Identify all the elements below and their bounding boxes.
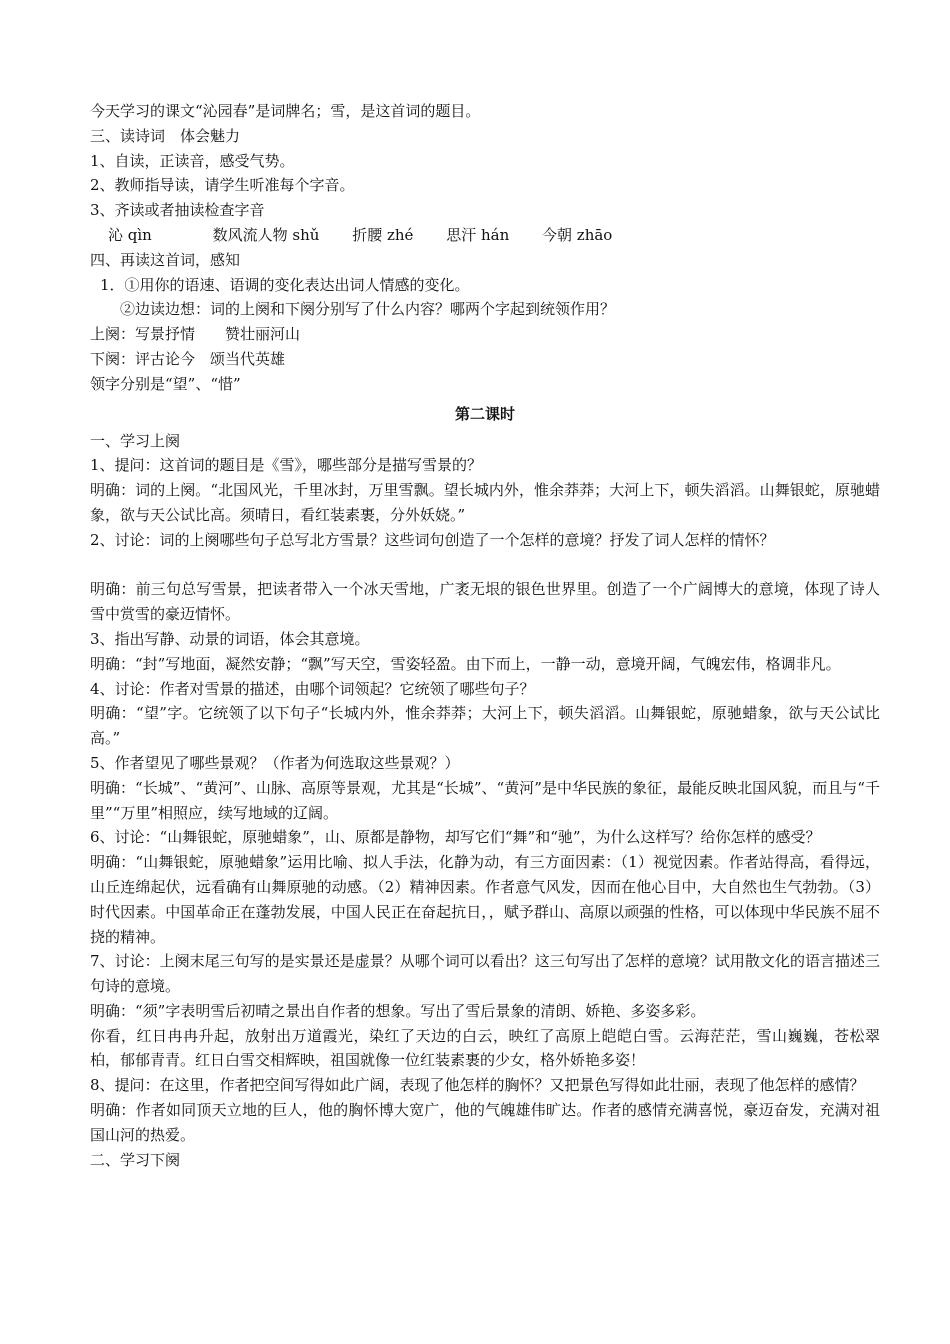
section-heading: 三、读诗词 体会魅力: [90, 126, 241, 145]
blank-line: [90, 553, 880, 578]
document-page: [90, 99, 880, 1172]
answer-paragraph: 明确：“望”字。它统领了以下句子“长城内外，惟余莽莽；大河上下，顿失滔滔。山舞银蛇，原驰蜡象，欲与天公试比高。”: [90, 704, 880, 748]
pinyin-item: 今朝 zhāo: [542, 225, 613, 244]
lesson-title: 第二课时: [454, 404, 515, 423]
section-heading: 二、学习下阕: [90, 1150, 181, 1169]
text-line: 3、齐读或者抽读检查字音: [90, 201, 265, 220]
question-line: 4、讨论：作者对雪景的描述，由哪个词领起？它统领了哪些句子？: [90, 679, 535, 698]
text-line: 上阕：写景抒情 赞壮丽河山: [90, 325, 301, 344]
pinyin-item: 沁 qìn: [108, 225, 152, 244]
text-line: 2、教师指导读，请学生听准每个字音。: [90, 176, 355, 195]
pinyin-item: 思汗 hán: [446, 225, 510, 244]
text-line: 领字分别是“望”、“惜”: [90, 374, 241, 393]
section-heading: 四、再读这首词，感知: [90, 250, 241, 269]
answer-paragraph: 明确：“封”写地面，凝然安静；“飘”写天空，雪姿轻盈。由下而上，一静一动，意境开阔，气魄宏伟，格调非凡。: [90, 654, 841, 673]
text-line: 1．①用你的语速、语调的变化表达出词人情感的变化。: [100, 275, 470, 294]
answer-paragraph: 明确：“长城”、“黄河”、山脉、高原等景观，尤其是“长城”、“黄河”是中华民族的象征，最能反映北国风貌，而且与“千里”“万里”相照应，续写地域的辽阔。: [90, 778, 880, 822]
section-heading: 一、学习上阕: [90, 431, 181, 450]
answer-paragraph: 明确：作者如同顶天立地的巨人，他的胸怀博大宽广，他的气魄雄伟旷达。作者的感情充满喜悦，豪迈奋发，充满对祖国山河的热爱。: [90, 1101, 880, 1144]
pinyin-item: 数风流人物 shǔ: [212, 225, 320, 244]
text-line: 下阕：评古论今 颂当代英雄: [90, 349, 286, 368]
question-line: 1、提问：这首词的题目是《雪》，哪些部分是描写雪景的？: [90, 456, 483, 475]
answer-paragraph: 明确：前三句总写雪景，把读者带入一个冰天雪地，广袤无垠的银色世界里。创造了一个广阔博大的意境，体现了诗人雪中赏雪的豪迈情怀。: [90, 580, 880, 624]
question-line: 7、讨论：上阕末尾三句写的是实景还是虚景？从哪个词可以看出？这三句写出了怎样的意境？试用散文化的语言描述三句诗的意境。: [90, 952, 880, 996]
description-paragraph: 你看，红日冉冉升起，放射出万道霞光，染红了天边的白云，映红了高原上皑皑白雪。云海茫茫，雪山巍巍，苍松翠柏，郁郁青青。红日白雪交相辉映，祖国就像一位红装素裹的少女，格外娇艳多姿！: [90, 1026, 880, 1070]
text-line: ②边读边想：词的上阕和下阕分别写了什么内容？哪两个字起到统领作用？: [120, 300, 616, 319]
question-line: 3、指出写静、动景的词语，体会其意境。: [90, 629, 370, 648]
answer-paragraph: 明确：“须”字表明雪后初晴之景出自作者的想象。写出了雪后景象的清朗、娇艳、多姿多彩。: [90, 1001, 706, 1020]
question-line: 8、提问：在这里，作者把空间写得如此广阔，表现了他怎样的胸怀？又把景色写得如此壮丽，表现了他怎样的感情？: [90, 1076, 865, 1095]
answer-paragraph: 明确：“山舞银蛇，原驰蜡象”运用比喻、拟人手法，化静为动，有三方面因素：（1）视觉因素。作者站得高，看得远，山丘连绵起伏，远看确有山舞原驰的动感。（2）精神因素。作者意气风发，因而在他心目中，大自然也生气勃勃。（3）时代因素。中国革命正在蓬勃发展，中国人民正在奋起抗日，，赋予群山、高原以顽强的性格，可以体现中华民族不屈不挠的精神。: [90, 853, 880, 946]
question-line: 5、作者望见了哪些景观？（作者为何选取这些景观？）: [90, 753, 460, 772]
text-line: 今天学习的课文“沁园春”是词牌名；雪，是这首词的题目。: [90, 102, 481, 120]
answer-paragraph: 明确：词的上阕。“北国风光，千里冰封，万里雪飘。望长城内外，惟余莽莽；大河上下，顿失滔滔。山舞银蛇，原驰蜡象，欲与天公试比高。须晴日，看红装素裹，分外妖娆。”: [90, 481, 880, 524]
text-line: 1、自读，正读音，感受气势。: [90, 151, 295, 170]
question-line: 6、讨论：“山舞银蛇，原驰蜡象”，山、原都是静物，却写它们“舞”和“驰”，为什么这样写？给你怎样的感受？: [90, 828, 821, 847]
pinyin-row: [90, 223, 880, 248]
question-line: 2、讨论：词的上阕哪些句子总写北方雪景？这些词句创造了一个怎样的意境？抒发了词人怎样的情怀？: [90, 530, 775, 549]
pinyin-item: 折腰 zhé: [352, 225, 414, 244]
